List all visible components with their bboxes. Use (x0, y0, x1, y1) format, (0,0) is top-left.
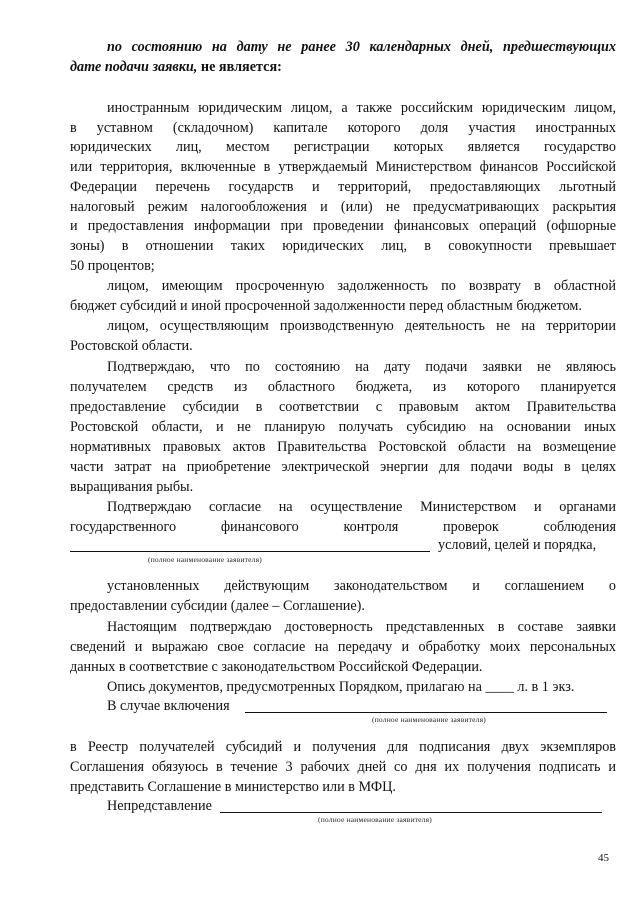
p1-line: зоны) в отношении таких юридических лиц, в совокупности превышает (70, 238, 616, 254)
p7-line: сведений и выражаю свое согласие на передачу и обработку моих персональных (70, 639, 616, 655)
p4-line: нормативных правовых актов Правительства Ростовской области на возмещение (70, 439, 616, 455)
header-line-2-italic: дате подачи заявки, (70, 59, 198, 75)
p4-line: получателем средств из областного бюджета, из которого планируется (70, 379, 616, 395)
p1-line: юридических лиц, местом регистрации которых является государство (70, 139, 616, 155)
applicant-name-line-3 (220, 812, 602, 813)
applicant-caption-3: (полное наименование заявителя) (318, 815, 432, 824)
applicant-caption-2: (полное наименование заявителя) (372, 715, 486, 724)
header-line-2-bold: не является: (197, 59, 282, 75)
p10-line: Соглашения обязуюсь в течение 3 рабочих дней со дня их получения подписать и (70, 759, 616, 775)
p7-line: данных в соответствие с законодательством Российской Федерации. (70, 659, 483, 675)
sheets-count-blank: ____ (485, 679, 514, 695)
p5-line: государственного финансового контроля проверок соблюдения (70, 519, 616, 535)
p4-line: выращивания рыбы. (70, 479, 194, 495)
page-number: 45 (598, 852, 609, 864)
p6-line: предоставлении субсидии (далее – Соглашение). (70, 598, 365, 614)
p10-line: представить Соглашение в министерство или в МФЦ. (70, 779, 396, 795)
p1-line: Федерации перечень государств и территорий, предоставляющих льготный (70, 179, 616, 195)
p5-tail: условий, целей и порядка, (438, 537, 597, 553)
p4-line: Ростовской области, и не планирую получать субсидию на основании иных (70, 419, 616, 435)
p8-line (107, 678, 616, 696)
header-line-2 (70, 58, 616, 76)
p3-line: лицом, осуществляющим производственную деятельность не на территории (107, 318, 616, 334)
p1-line: в уставном (складочном) капитале которого доля участия иностранных (70, 120, 616, 136)
p2-line: лицом, имеющим просроченную задолженность по возврату в областной (107, 278, 616, 294)
p7-line: Настоящим подтверждаю достоверность представленных в составе заявки (107, 619, 616, 635)
p4-line: Подтверждаю, что по состоянию на дату подачи заявки не являюсь (107, 359, 616, 375)
p1-line: налоговый режим налогообложения и (или) не предусматривающих раскрытия (70, 199, 616, 215)
p1-line: иностранным юридическим лицом, а также российским юридическим лицом, (107, 100, 616, 116)
p8-before: Опись документов, предусмотренных Порядком, прилагаю на (107, 679, 486, 695)
p8-after: л. в 1 экз. (513, 679, 575, 695)
p5-line: Подтверждаю согласие на осуществление Министерством и органами (107, 499, 616, 515)
p1-line: и предоставления информации при проведении финансовых операций (офшорные (70, 218, 616, 234)
applicant-name-line-1 (70, 551, 430, 552)
header-line-1: по состоянию на дату не ранее 30 календарных дней, предшествующих (107, 39, 616, 55)
p1-line: 50 процентов; (70, 258, 155, 274)
p2-line: бюджет субсидий и иной просроченной задолженности перед областным бюджетом. (70, 298, 582, 314)
p10-line: в Реестр получателей субсидий и получения для подписания двух экземпляров (70, 739, 616, 755)
p6-line: установленных действующим законодательством и соглашением о (107, 578, 616, 594)
p3-line: Ростовской области. (70, 338, 193, 354)
applicant-caption-1: (полное наименование заявителя) (148, 555, 262, 564)
p11-line: Непредставление (107, 798, 212, 814)
p9-line: В случае включения (107, 698, 230, 714)
p4-line: части затрат на приобретение электрической энергии для подачи воды в целях (70, 459, 616, 475)
p4-line: предоставление субсидии в соответствии с правовым актом Правительства (70, 399, 616, 415)
p1-line: или территория, включенные в утверждаемый Министерством финансов Российской (70, 159, 616, 175)
applicant-name-line-2 (245, 712, 607, 713)
